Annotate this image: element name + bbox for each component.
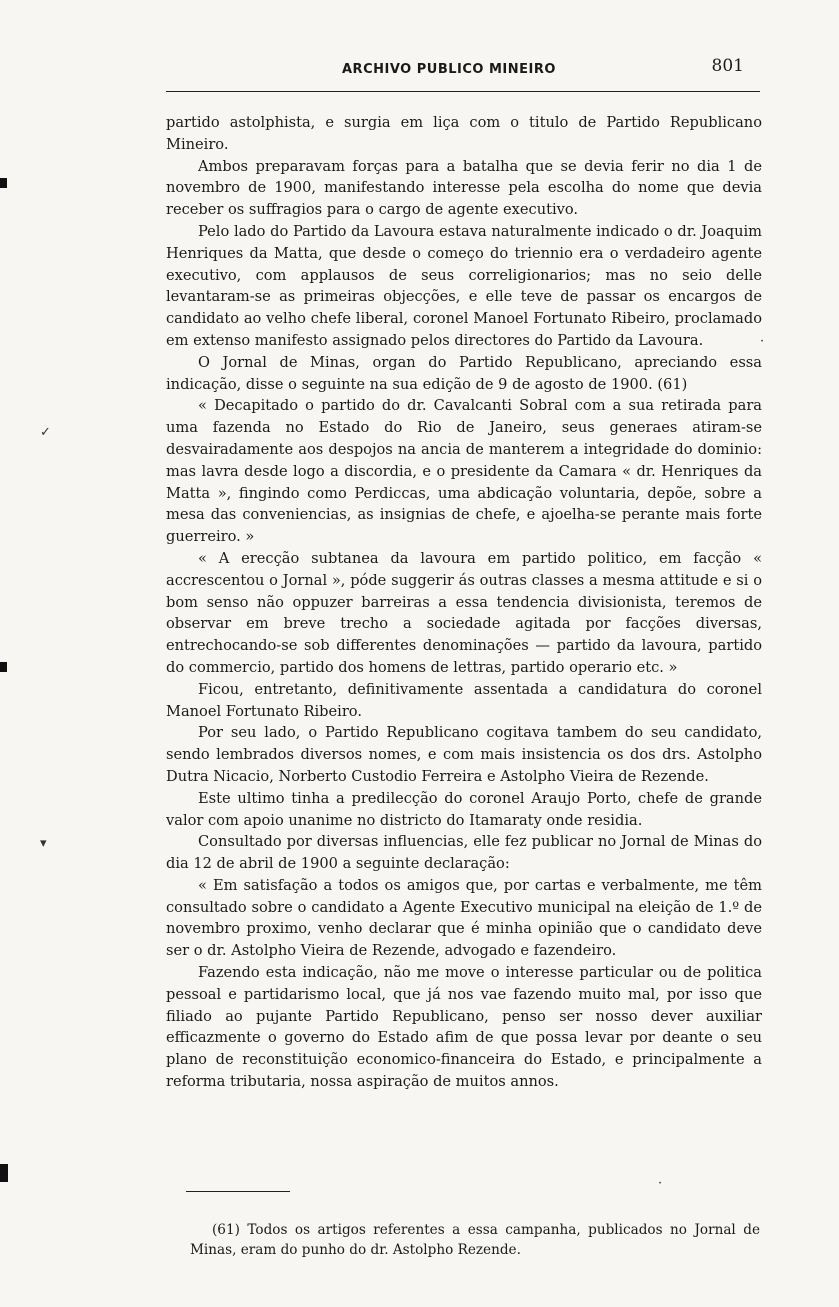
footnote-rule [186,1191,290,1192]
body-text [166,112,765,1093]
binding-mark [0,178,7,188]
footnote-text: (61) Todos os artigos referentes a essa campanha, publicados no Jornal de Minas, eram do punho do dr. Astolpho Rezende. [190,1222,760,1258]
quoted-paragraph: « Em satisfação a todos os amigos que, por cartas e verbalmente, me têm consultado sobre o candidato a Agente Executivo municipal na eleição de 1.º de novembro proximo, venho declarar que é minha opinião que o candidato deve ser o dr. Astolpho Vieira de Rezende, advogado e fazendeiro. [166,876,762,960]
running-title: ARCHIVO PUBLICO MINEIRO [342,62,556,77]
page-number: 801 [711,56,744,76]
quoted-paragraph: « A erecção subtanea da lavoura em partido politico, em facção « accrescentou o Jornal », póde suggerir ás outras classes a mesma attitude e si o bom senso não oppuzer barreiras a essa tendencia divisionista, teremos de observar em breve trecho a sociedade agitada por facções diversas, entrechocando-se sob differentes denominações — partido da lavoura, partido do commercio, partido dos homens de lettras, partido operario etc. » [166,549,762,676]
binding-mark [0,1164,8,1182]
footnote [190,1220,760,1260]
scan-speck: · [760,334,765,349]
paragraph: Pelo lado do Partido da Lavoura estava naturalmente indicado o dr. Joaquim Henriques da Matta, que desde o começo do triennio era o verdadeiro agente executivo, com applausos de seus correligionarios; mas no seio delle levantaram-se as primeiras objecções, e elle teve de passar os encargos de candidato ao velho chefe liberal, coronel Manoel Fortunato Ribeiro, proclamado em extenso manifesto assignado pelos directores do Partido da Lavoura. [166,222,762,349]
header-rule [166,91,760,92]
paragraph: O Jornal de Minas, organ do Partido Republicano, apreciando essa indicação, disse o seguinte na sua edição de 9 de agosto de 1900. (61) [166,353,762,393]
paragraph: Por seu lado, o Partido Republicano cogitava tambem do seu candidato, sendo lembrados diversos nomes, e com mais insistencia os dos drs. Astolpho Dutra Nicacio, Norberto Custodio Ferreira e Astolpho Vieira de Rezende. [166,724,762,785]
paragraph: Consultado por diversas influencias, elle fez publicar no Jornal de Minas do dia 12 de abril de 1900 a seguinte declaração: [166,833,762,873]
quoted-paragraph: « Decapitado o partido do dr. Cavalcanti Sobral com a sua retirada para uma fazenda no Estado do Rio de Janeiro, seus generaes atiram-se desvairadamente aos despojos na ancia de manterem a integridade do dominio: mas lavra desde logo a discordia, e o presidente da Camara « dr. Henriques da Matta », fingindo como Perdiccas, uma abdicação voluntaria, depõe, sobre a mesa das conveniencias, as insignias de chefe, e ajoelha-se perante mais forte guerreiro. » [166,397,762,546]
binding-mark [0,662,7,672]
paragraph: partido astolphista, e surgia em liça com o titulo de Partido Republicano Mineiro. [166,114,762,153]
scan-speck: ✓ [40,425,51,440]
quoted-paragraph: Fazendo esta indicação, não me move o interesse particular ou de politica pessoal e partidarismo local, que já nos vae fazendo muito mal, por isso que filiado ao pujante Partido Republicano, penso ser nosso dever auxiliar efficazmente o governo do Estado afim de que possa levar por deante o seu plano de reconstituição economico-financeira do Estado, e principalmente a reforma tributaria, nossa aspiração de muitos annos. [166,964,762,1091]
paragraph: Ambos preparavam forças para a batalha que se devia ferir no dia 1 de novembro de 1900, manifestando interesse pela escolha do nome que devia receber os suffragios para o cargo de agente executivo. [166,157,762,219]
paragraph: Ficou, entretanto, definitivamente assentada a candidatura do coronel Manoel Fortunato Ribeiro. [166,680,762,720]
running-head [166,56,766,86]
paragraph: Este ultimo tinha a predilecção do coronel Araujo Porto, chefe de grande valor com apoio unanime no districto do Itamaraty onde residia. [166,789,762,829]
scan-speck: · [658,1176,663,1191]
scan-speck: ▾ [40,836,47,851]
